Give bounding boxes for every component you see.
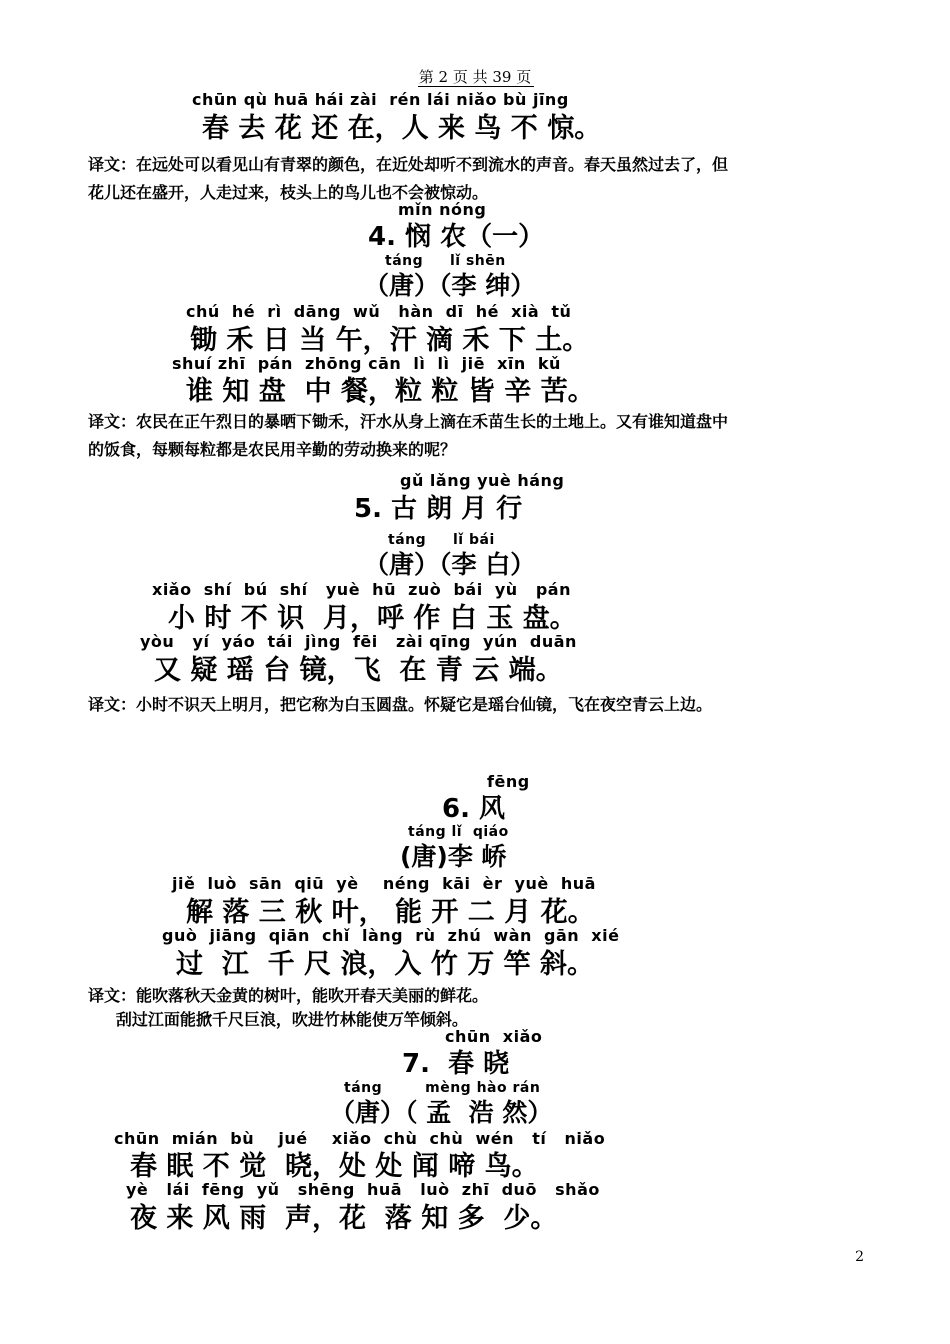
- poem6-line1-pinyin: jiě luò sān qiū yè néng kāi èr yuè huā: [172, 874, 596, 893]
- poem5-line1: 小 时 不 识 月，呼 作 白 玉 盘。: [168, 603, 577, 634]
- poem4-line1-pinyin: chú hé rì dāng wǔ hàn dī hé xià tǔ: [186, 302, 572, 321]
- poem4-title: 4. 悯 农（一）: [368, 222, 545, 252]
- poem6-line2: 过 江 千 尺 浪，入 竹 万 竿 斜。: [176, 949, 594, 980]
- poem6-title: 6. 风: [442, 794, 506, 824]
- poem6-translation-1: 译文：能吹落秋天金黄的树叶，能吹开春天美丽的鲜花。: [88, 986, 489, 1005]
- poem4-line1: 锄 禾 日 当 午，汗 滴 禾 下 土。: [190, 325, 590, 356]
- poem6-line2-pinyin: guò jiāng qiān chǐ làng rù zhú wàn gān xié: [162, 926, 620, 945]
- poem4-line2-pinyin: shuí zhī pán zhōng cān lì lì jiē xīn kǔ: [172, 354, 561, 373]
- poem7-line1: 春 眠 不 觉 晓，处 处 闻 啼 鸟。: [130, 1151, 539, 1182]
- poem4-author: （唐）（李 绅）: [364, 271, 536, 300]
- poem3-translation-2: 花儿还在盛开，人走过来，枝头上的鸟儿也不会被惊动。: [88, 183, 489, 202]
- poem6-author-pinyin: táng lǐ qiáo: [408, 824, 509, 840]
- poem5-title: 5. 古 朗 月 行: [354, 494, 523, 524]
- poem7-line2-pinyin: yè lái fēng yǔ shēng huā luò zhī duō shǎo: [126, 1180, 600, 1199]
- poem5-author: （唐）（李 白）: [364, 550, 536, 579]
- poem6-line1: 解 落 三 秋 叶， 能 开 二 月 花。: [186, 897, 595, 928]
- page-header: 第 2 页 共 39 页: [418, 68, 532, 86]
- poem3-translation-1: 译文：在远处可以看见山有青翠的颜色，在近处却听不到流水的声音。春天虽然过去了，但: [88, 155, 729, 174]
- poem5-line1-pinyin: xiǎo shí bú shí yuè hū zuò bái yù pán: [152, 580, 571, 599]
- poem7-title: 7. 春 晓: [402, 1049, 510, 1079]
- poem7-author: （唐）（ 孟 浩 然）: [330, 1098, 553, 1127]
- page-number: 2: [855, 1249, 864, 1265]
- poem5-line2-pinyin: yòu yí yáo tái jìng fēi zài qīng yún duān: [140, 632, 577, 651]
- poem4-author-pinyin: táng lǐ shēn: [385, 253, 506, 269]
- poem5-author-pinyin: táng lǐ bái: [388, 532, 495, 548]
- poem4-title-pinyin: mǐn nóng: [398, 200, 487, 219]
- poem6-translation-2: 刮过江面能掀千尺巨浪，吹进竹林能使万竿倾斜。: [88, 1010, 468, 1029]
- poem7-author-pinyin: táng mèng hào rán: [344, 1080, 541, 1096]
- poem6-author: (唐)李 峤: [400, 842, 507, 871]
- poem5-translation-1: 译文：小时不识天上明月，把它称为白玉圆盘。怀疑它是瑶台仙镜，飞在夜空青云上边。: [88, 695, 713, 714]
- header-underline: [418, 86, 534, 87]
- poem6-title-pinyin: fēng: [487, 772, 530, 791]
- poem7-line2: 夜 来 风 雨 声，花 落 知 多 少。: [130, 1203, 558, 1234]
- poem4-line2: 谁 知 盘 中 餐，粒 粒 皆 辛 苦。: [186, 376, 595, 407]
- poem3-line: 春 去 花 还 在，人 来 鸟 不 惊。: [202, 113, 602, 144]
- poem4-translation-2: 的饭食，每颗每粒都是农民用辛勤的劳动换来的呢？: [88, 440, 457, 459]
- poem5-title-pinyin: gǔ lǎng yuè háng: [400, 471, 565, 490]
- poem4-translation-1: 译文：农民在正午烈日的暴晒下锄禾，汗水从身上滴在禾苗生长的土地上。又有谁知道盘中: [88, 412, 729, 431]
- poem7-line1-pinyin: chūn mián bù jué xiǎo chù chù wén tí niǎo: [114, 1129, 606, 1148]
- poem7-title-pinyin: chūn xiǎo: [445, 1027, 543, 1046]
- poem3-pinyin: chūn qù huā hái zài rén lái niǎo bù jīng: [192, 90, 569, 109]
- poem5-line2: 又 疑 瑶 台 镜，飞 在 青 云 端。: [154, 655, 563, 686]
